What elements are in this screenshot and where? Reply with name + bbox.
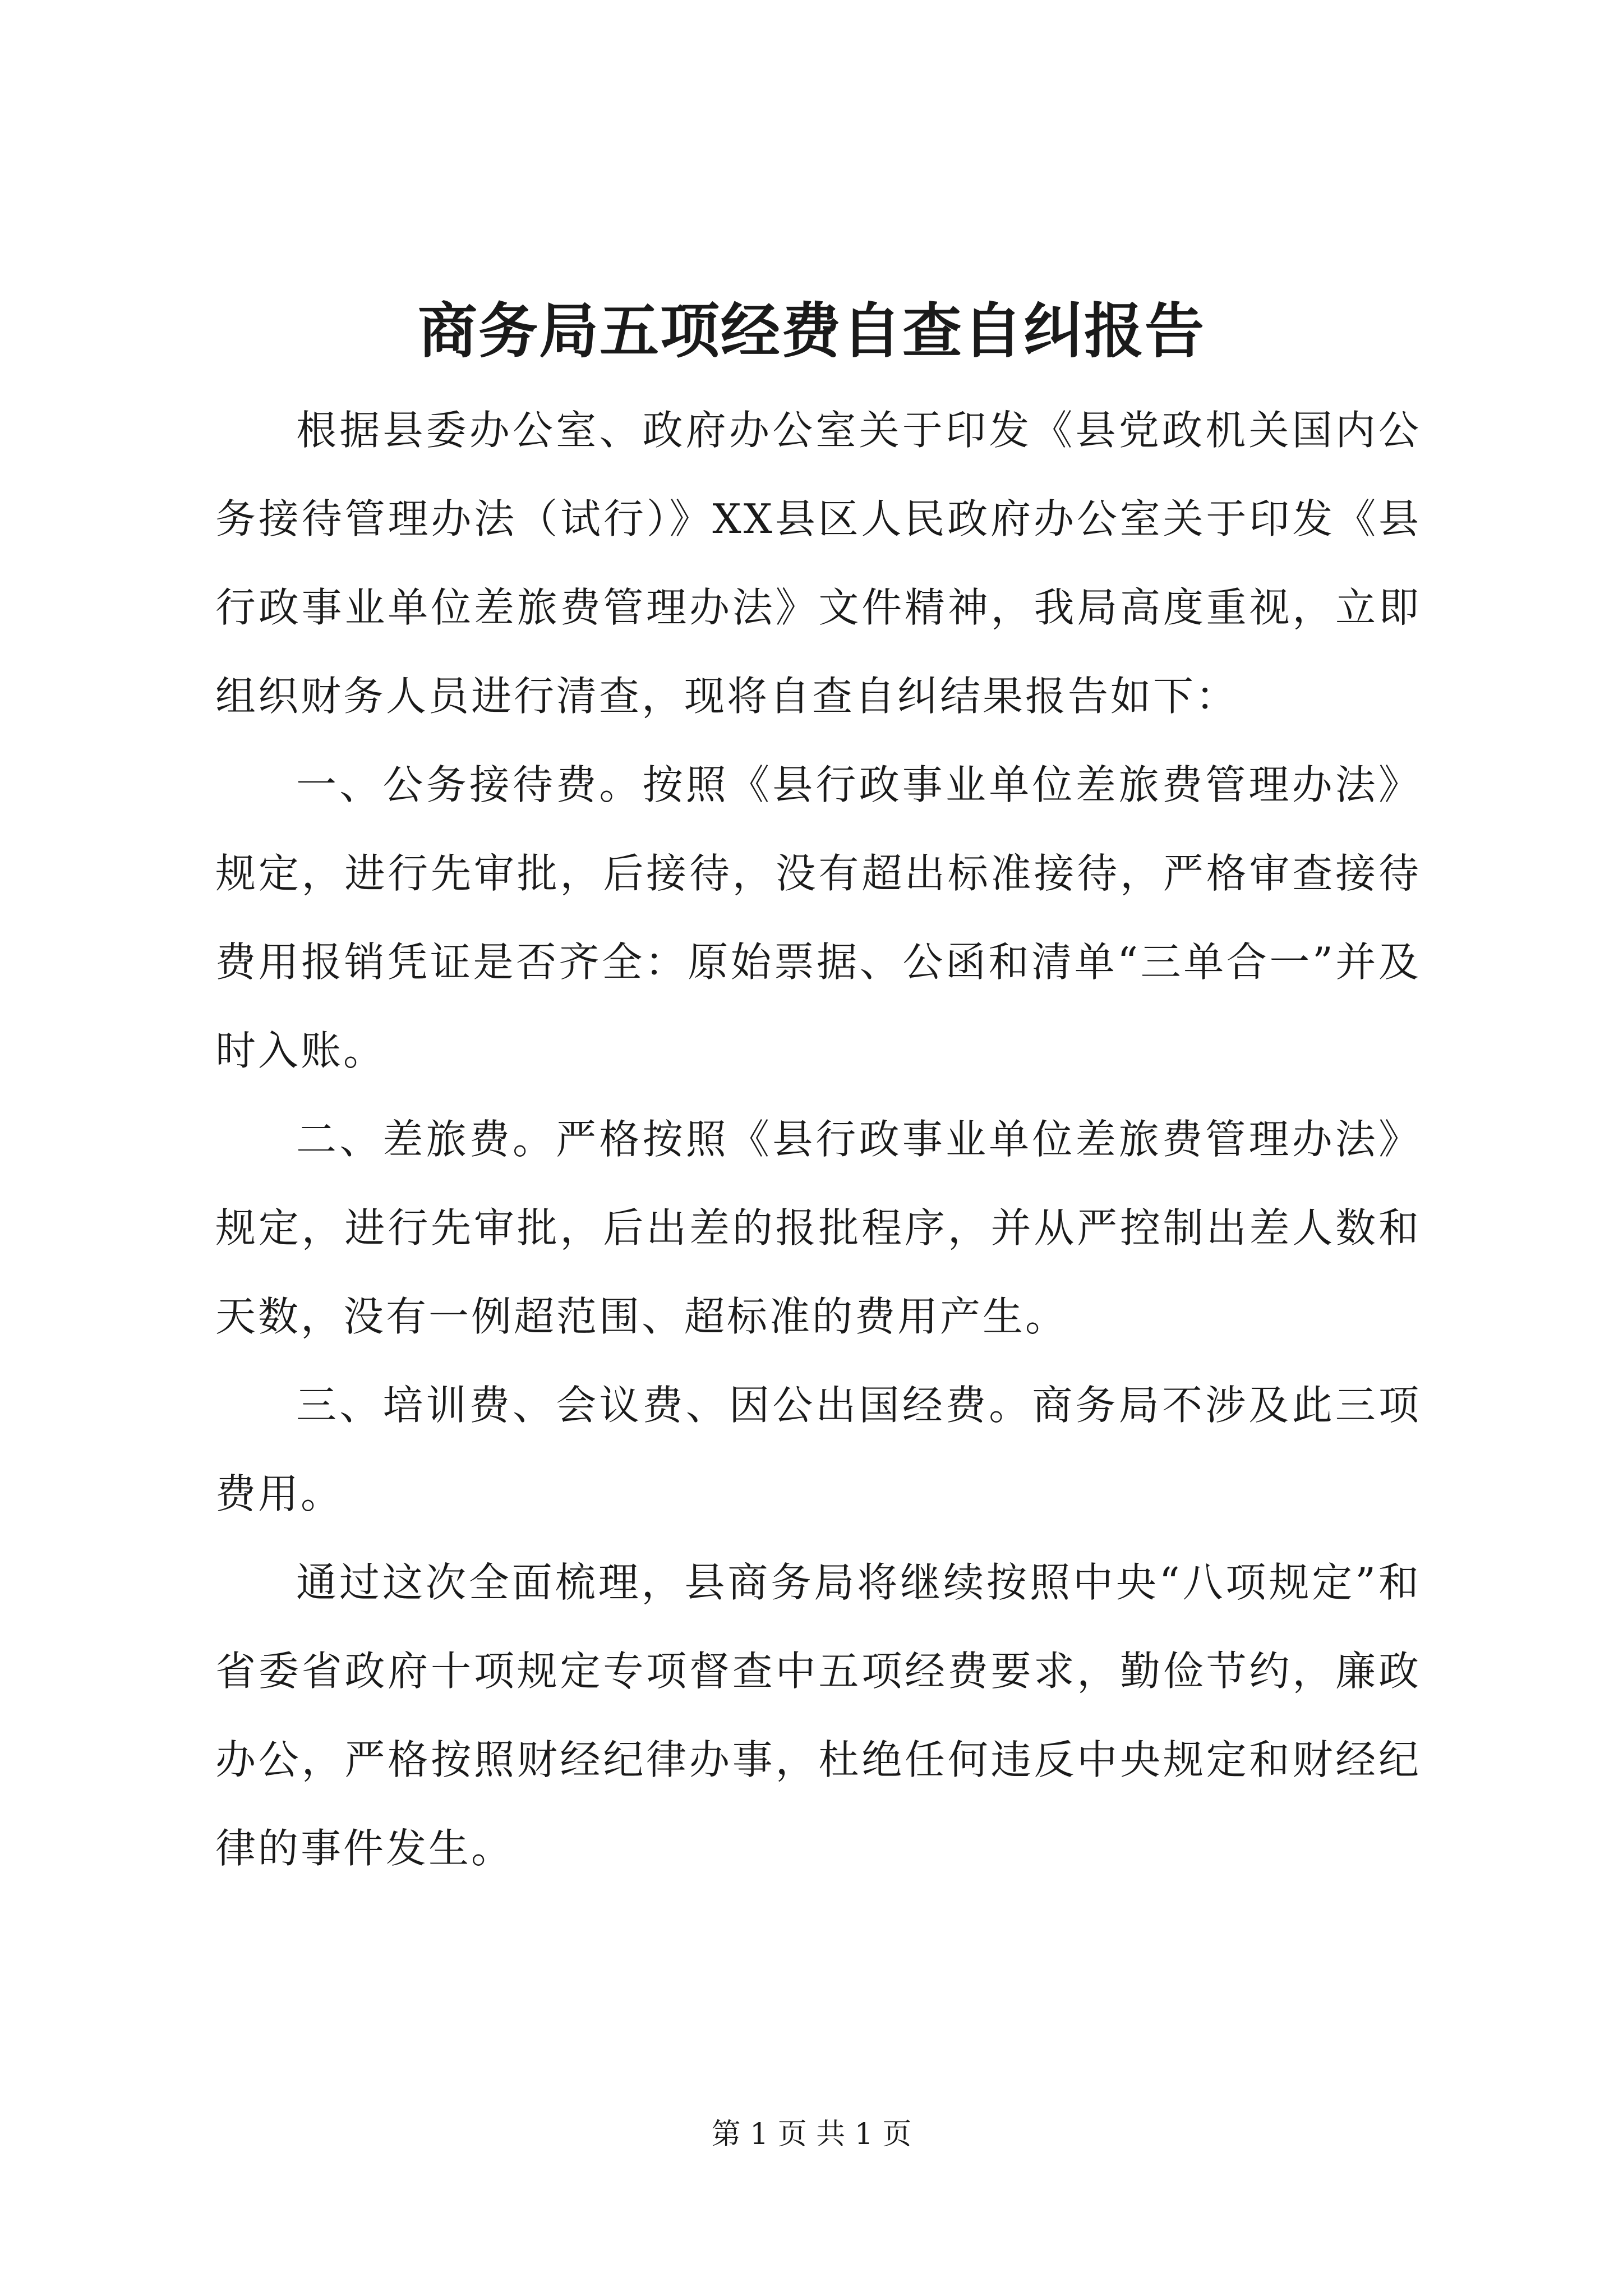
page-number-footer: 第 1 页 共 1 页 [711, 2118, 912, 2151]
paragraph-travel-fee: 二、差旅费。严格按照《县行政事业单位差旅费管理办法》规定，进行先审批，后出差的报批程序，并从严控制出差人数和天数，没有一例超范围、超标准的费用产生。 [215, 1116, 1421, 1340]
paragraph-training-meeting-fee: 三、培训费、会议费、因公出国经费。商务局不涉及此三项费用。 [215, 1382, 1421, 1517]
paragraph-reception-fee: 一、公务接待费。按照《县行政事业单位差旅费管理办法》规定，进行先审批，后接待，没有超出标准接待，严格审查接待费用报销凭证是否齐全：原始票据、公函和清单“三单合一”并及时入账。 [215, 761, 1421, 1074]
paragraph-conclusion: 通过这次全面梳理，县商务局将继续按照中央“八项规定”和省委省政府十项规定专项督查中五项经费要求，勤俭节约，廉政办公，严格按照财经纪律办事，杜绝任何违反中央规定和财经纪律的事件发生。 [215, 1559, 1421, 1872]
document-title: 商务局五项经费自查自纠报告 [418, 296, 1205, 366]
paragraph-intro: 根据县委办公室、政府办公室关于印发《县党政机关国内公务接待管理办法（试行）》XX县区人民政府办公室关于印发《县行政事业单位差旅费管理办法》文件精神，我局高度重视，立即组织财务人员进行清查，现将自查自纠结果报告如下： [215, 407, 1421, 720]
document-body [215, 386, 1421, 1893]
